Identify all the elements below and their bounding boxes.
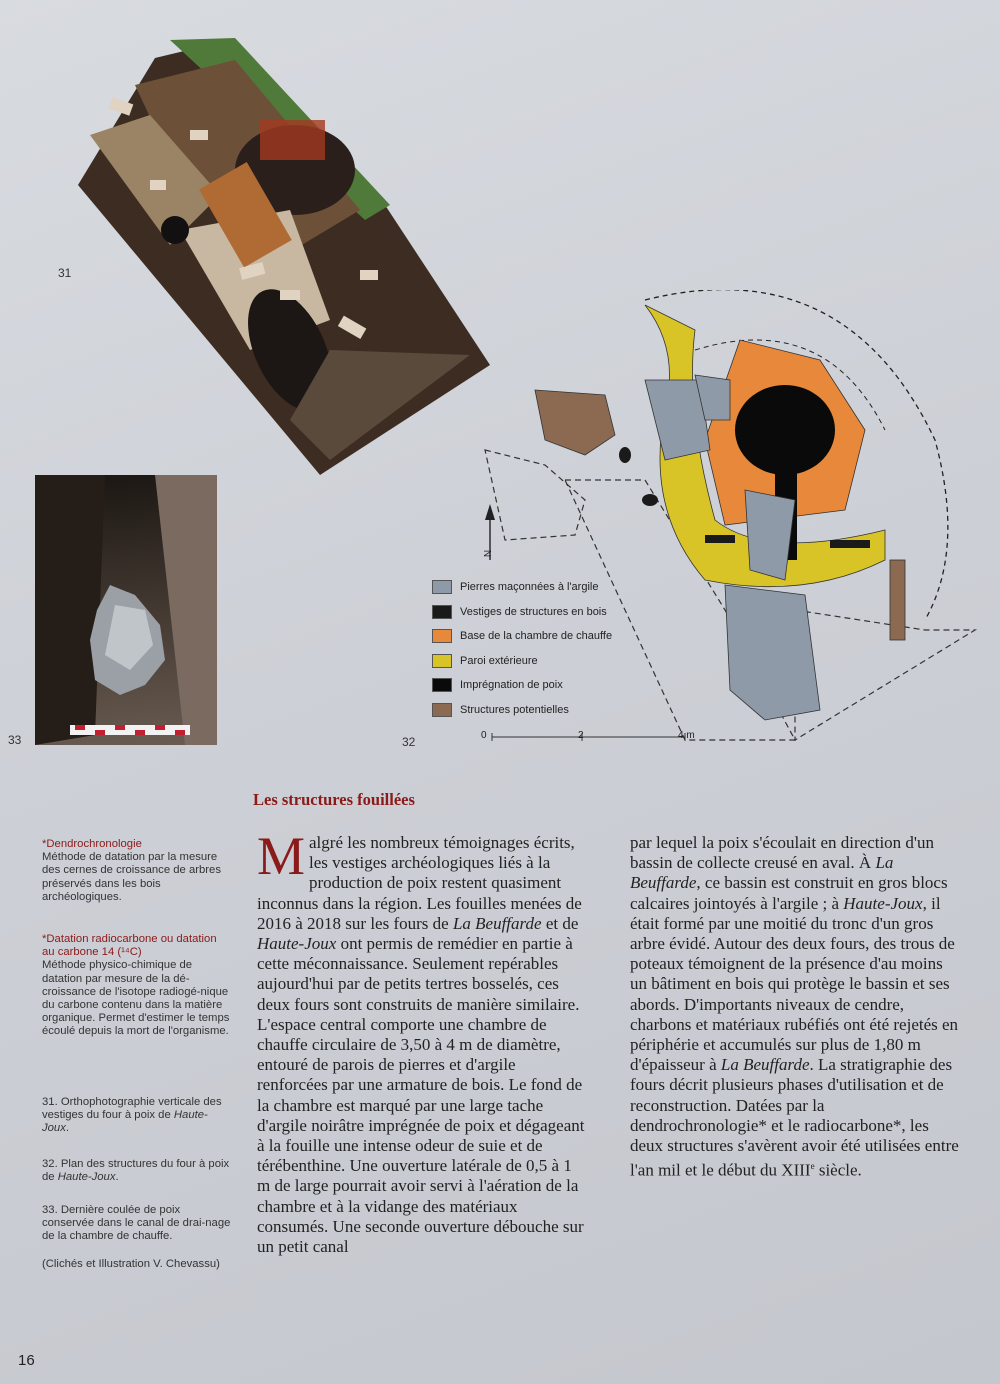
body-text: . La stratigraphie des fours décrit plusieurs phases d'utilisation et de reconstruction. Datées par la dendrochronologie* et le radiocarbone*, les deux structures s'avèrent avoir été utilisées entre l'an mil et le début du XIII: [630, 1055, 959, 1180]
legend-label: Base de la chambre de chauffe: [460, 630, 613, 643]
legend-label: Imprégnation de poix: [460, 679, 563, 692]
definition-radiocarbone: [42, 933, 232, 1039]
site-name: La Beuffarde: [720, 1055, 810, 1075]
definition-text: Méthode de datation par la mesure des cernes de croissance de arbres préservés dans les bois archéologiques.: [42, 851, 221, 903]
caption-site-name: Haute-Joux: [42, 1109, 208, 1135]
scale-label-4m: 4 m: [678, 730, 695, 741]
legend-item: [432, 624, 612, 649]
figure-33-number: 33: [8, 733, 22, 747]
legend-label: Pierres maçonnées à l'argile: [460, 581, 599, 594]
body-text: algré les nombreux témoignages écrits, les vestiges archéologiques liés à la production de poix restent quasiment inconnus dans la région. Les fouilles menées de 2016 à 2018 sur les fours de: [257, 833, 582, 933]
page-number: 16: [18, 1352, 35, 1369]
legend-swatch: [432, 580, 452, 594]
dropcap: M: [257, 826, 306, 886]
legend-item: [432, 698, 612, 723]
definition-term: *Dendrochronologie: [42, 838, 142, 850]
legend-item: [432, 575, 612, 600]
legend-swatch: [432, 678, 452, 692]
caption-text: 33. Dernière coulée de poix conservée dans le canal de drai-nage de la chambre de chauffe.: [42, 1204, 231, 1243]
body-text: , ce bassin est construit en gros blocs calcaires jointoyés à l'argile ; à: [630, 873, 948, 913]
credits: [42, 1258, 232, 1271]
definition-text: Méthode physico-chimique de datation par mesure de la dé-croissance de l'isotope radiogé-nique du carbone contenu dans la matière organique. Permet d'estimer le temps écoulé depuis la mort de l'organisme.: [42, 959, 230, 1038]
site-name: La Beuffarde: [630, 853, 894, 893]
legend-label: Paroi extérieure: [460, 654, 538, 667]
figure-31-number: 31: [58, 266, 72, 280]
caption-32: 32. Plan des structures du four à poix de Haute-Joux.: [42, 1158, 230, 1184]
legend-swatch: [432, 629, 452, 643]
paragraph: [257, 826, 589, 1257]
body-text: , il était formé par une moitié du tronc d'un gros arbre évidé. Autour des deux fours, des trous de poteaux témoignent de la présence d'au moins un bâtiment en bois qui protège le bassin et ses abords. D'importants niveaux de cendre, charbons et matériaux rubéfiés ont été rejetés en périphérie et accumulés sur plus de 1,80 m d'épaisseur à: [630, 893, 959, 1075]
caption-33: [42, 1204, 232, 1244]
legend-item: [432, 673, 612, 698]
paragraph: [630, 833, 963, 1181]
body-text: par lequel la poix s'écoulait en direction d'un bassin de collecte creusé en aval. À: [630, 833, 934, 873]
scale-label-0: 0: [481, 730, 487, 741]
definition-term: *Datation radiocarbone ou datation au carbone 14 (¹⁴C): [42, 933, 217, 959]
legend-item: [432, 600, 612, 625]
body-column-2: [630, 833, 963, 1181]
caption-text: 31. Orthophotographie verticale des vestiges du four à poix de: [42, 1096, 222, 1122]
legend-swatch: [432, 654, 452, 668]
legend-label: Structures potentielles: [460, 703, 569, 716]
definition-dendrochronologie: [42, 838, 232, 904]
superscript: e: [810, 1161, 815, 1172]
section-title: Les structures fouillées: [253, 790, 415, 809]
legend-swatch: [432, 703, 452, 717]
body-column-1: [257, 826, 589, 1257]
body-text: siècle.: [814, 1160, 862, 1180]
caption-site-name: Haute-Joux: [57, 1171, 116, 1184]
legend-item: [432, 649, 612, 674]
site-name: La Beuffarde: [452, 913, 542, 933]
figure-32-number: 32: [402, 735, 416, 749]
legend-swatch: [432, 605, 452, 619]
site-name: Haute-Joux: [257, 934, 337, 954]
plan-legend: [432, 575, 612, 722]
credits-text: (Clichés et Illustration V. Chevassu): [42, 1258, 220, 1270]
pitch-flow-image: [35, 475, 217, 745]
photo-figure-33: [35, 475, 217, 745]
caption-text: 32. Plan des structures du four à poix de: [42, 1158, 230, 1184]
body-text: et de: [541, 913, 579, 933]
body-text: ont permis de remédier en partie à cette méconnaissance. Seulement repérables aujourd'hui par de petits tertres bosselés, ces deux fours sont construits de manière similaire. L'espace central comporte une chambre de chauffe circulaire de 3,50 à 4 m de diamètre, entouré de parois de pierres et d'argile renforcées par une armature de bois. Le fond de la chambre est marqué par une large tache d'argile noirâtre imprégnée de poix et dégageant à la fouille une intense odeur de suie et de térébenthine. Une ouverture latérale de 0,5 à 1 m de large pourrait avoir servi à l'aération de la chambre et à la vidange des matériaux consumés. Une seconde ouverture débouche sur un petit canal: [257, 934, 585, 1257]
site-name: Haute-Joux: [843, 893, 923, 913]
scale-label-2: 2: [578, 730, 584, 741]
north-label: N: [483, 549, 495, 558]
orthophoto-figure-31: [30, 20, 500, 480]
caption-31: 31. Orthophotographie verticale des vestiges du four à poix de Haute-Joux.: [42, 1096, 222, 1135]
legend-label: Vestiges de structures en bois: [460, 605, 607, 618]
